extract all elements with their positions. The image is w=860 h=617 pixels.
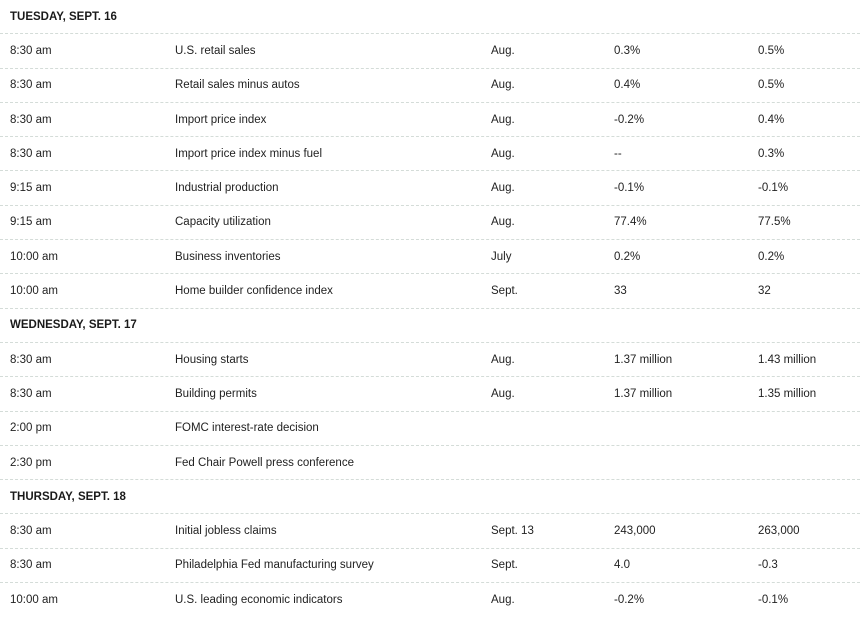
event-time: 8:30 am bbox=[10, 113, 52, 126]
table-row bbox=[0, 514, 860, 548]
table-row bbox=[0, 412, 860, 446]
event-period: Sept. bbox=[491, 285, 518, 298]
event-time: 8:30 am bbox=[10, 387, 52, 400]
event-time: 8:30 am bbox=[10, 353, 52, 366]
event-forecast: 0.3% bbox=[614, 44, 641, 57]
event-forecast: 0.2% bbox=[614, 250, 641, 263]
event-forecast: 4.0 bbox=[614, 559, 630, 572]
event-period: Aug. bbox=[491, 387, 515, 400]
event-name: Initial jobless claims bbox=[175, 525, 277, 538]
event-previous: -0.3 bbox=[758, 559, 778, 572]
table-row bbox=[0, 240, 860, 274]
event-time: 9:15 am bbox=[10, 216, 52, 229]
table-row bbox=[0, 206, 860, 240]
event-time: 2:00 pm bbox=[10, 422, 52, 435]
event-forecast: -0.2% bbox=[614, 113, 645, 126]
event-previous: 32 bbox=[758, 285, 771, 298]
day-header bbox=[0, 309, 860, 343]
event-forecast: -0.2% bbox=[614, 594, 645, 607]
event-name: Retail sales minus autos bbox=[175, 79, 300, 92]
event-forecast: 243,000 bbox=[614, 525, 656, 538]
event-forecast: 0.4% bbox=[614, 79, 641, 92]
event-previous: 0.3% bbox=[758, 147, 785, 160]
table-row bbox=[0, 583, 860, 617]
event-time: 10:00 am bbox=[10, 250, 58, 263]
table-row bbox=[0, 103, 860, 137]
event-name: Industrial production bbox=[175, 182, 279, 195]
event-time: 8:30 am bbox=[10, 559, 52, 572]
table-row bbox=[0, 377, 860, 411]
table-row bbox=[0, 69, 860, 103]
event-time: 8:30 am bbox=[10, 147, 52, 160]
event-previous: 1.35 million bbox=[758, 387, 817, 400]
table-row bbox=[0, 446, 860, 480]
event-name: Philadelphia Fed manufacturing survey bbox=[175, 559, 374, 572]
event-period: Sept. bbox=[491, 559, 518, 572]
event-period: Aug. bbox=[491, 353, 515, 366]
event-time: 8:30 am bbox=[10, 44, 52, 57]
day-header-label: TUESDAY, SEPT. 16 bbox=[10, 10, 117, 23]
event-period: Aug. bbox=[491, 216, 515, 229]
event-time: 10:00 am bbox=[10, 285, 58, 298]
event-time: 10:00 am bbox=[10, 594, 58, 607]
event-name: Import price index bbox=[175, 113, 267, 126]
day-header-label: WEDNESDAY, SEPT. 17 bbox=[10, 319, 137, 332]
event-time: 9:15 am bbox=[10, 182, 52, 195]
table-row bbox=[0, 137, 860, 171]
event-period: Aug. bbox=[491, 79, 515, 92]
event-period: Aug. bbox=[491, 44, 515, 57]
day-header-label: THURSDAY, SEPT. 18 bbox=[10, 490, 126, 503]
event-previous: 1.43 million bbox=[758, 353, 817, 366]
event-previous: 0.5% bbox=[758, 79, 785, 92]
table-row bbox=[0, 274, 860, 308]
event-forecast: 77.4% bbox=[614, 216, 647, 229]
event-period: Sept. 13 bbox=[491, 525, 534, 538]
event-period: July bbox=[491, 250, 512, 263]
event-name: FOMC interest-rate decision bbox=[175, 422, 319, 435]
event-period: Aug. bbox=[491, 147, 515, 160]
table-row bbox=[0, 343, 860, 377]
event-name: Import price index minus fuel bbox=[175, 147, 323, 160]
day-header bbox=[0, 0, 860, 34]
event-previous: -0.1% bbox=[758, 182, 789, 195]
table-row bbox=[0, 549, 860, 583]
event-name: Fed Chair Powell press conference bbox=[175, 456, 354, 469]
table-row bbox=[0, 34, 860, 68]
event-previous: -0.1% bbox=[758, 594, 789, 607]
table-row bbox=[0, 171, 860, 205]
event-period: Aug. bbox=[491, 594, 515, 607]
event-name: Building permits bbox=[175, 387, 257, 400]
event-name: U.S. retail sales bbox=[175, 44, 256, 57]
event-time: 2:30 pm bbox=[10, 456, 52, 469]
event-name: Housing starts bbox=[175, 353, 249, 366]
event-previous: 263,000 bbox=[758, 525, 800, 538]
event-name: Capacity utilization bbox=[175, 216, 271, 229]
day-header bbox=[0, 480, 860, 514]
event-forecast: 1.37 million bbox=[614, 387, 673, 400]
event-time: 8:30 am bbox=[10, 79, 52, 92]
event-previous: 0.4% bbox=[758, 113, 785, 126]
event-name: U.S. leading economic indicators bbox=[175, 594, 343, 607]
event-name: Business inventories bbox=[175, 250, 281, 263]
event-name: Home builder confidence index bbox=[175, 285, 333, 298]
event-time: 8:30 am bbox=[10, 525, 52, 538]
event-previous: 77.5% bbox=[758, 216, 791, 229]
event-previous: 0.5% bbox=[758, 44, 785, 57]
event-period: Aug. bbox=[491, 182, 515, 195]
event-period: Aug. bbox=[491, 113, 515, 126]
event-previous: 0.2% bbox=[758, 250, 785, 263]
event-forecast: -0.1% bbox=[614, 182, 645, 195]
event-forecast: -- bbox=[614, 147, 622, 160]
event-forecast: 1.37 million bbox=[614, 353, 673, 366]
event-forecast: 33 bbox=[614, 285, 627, 298]
